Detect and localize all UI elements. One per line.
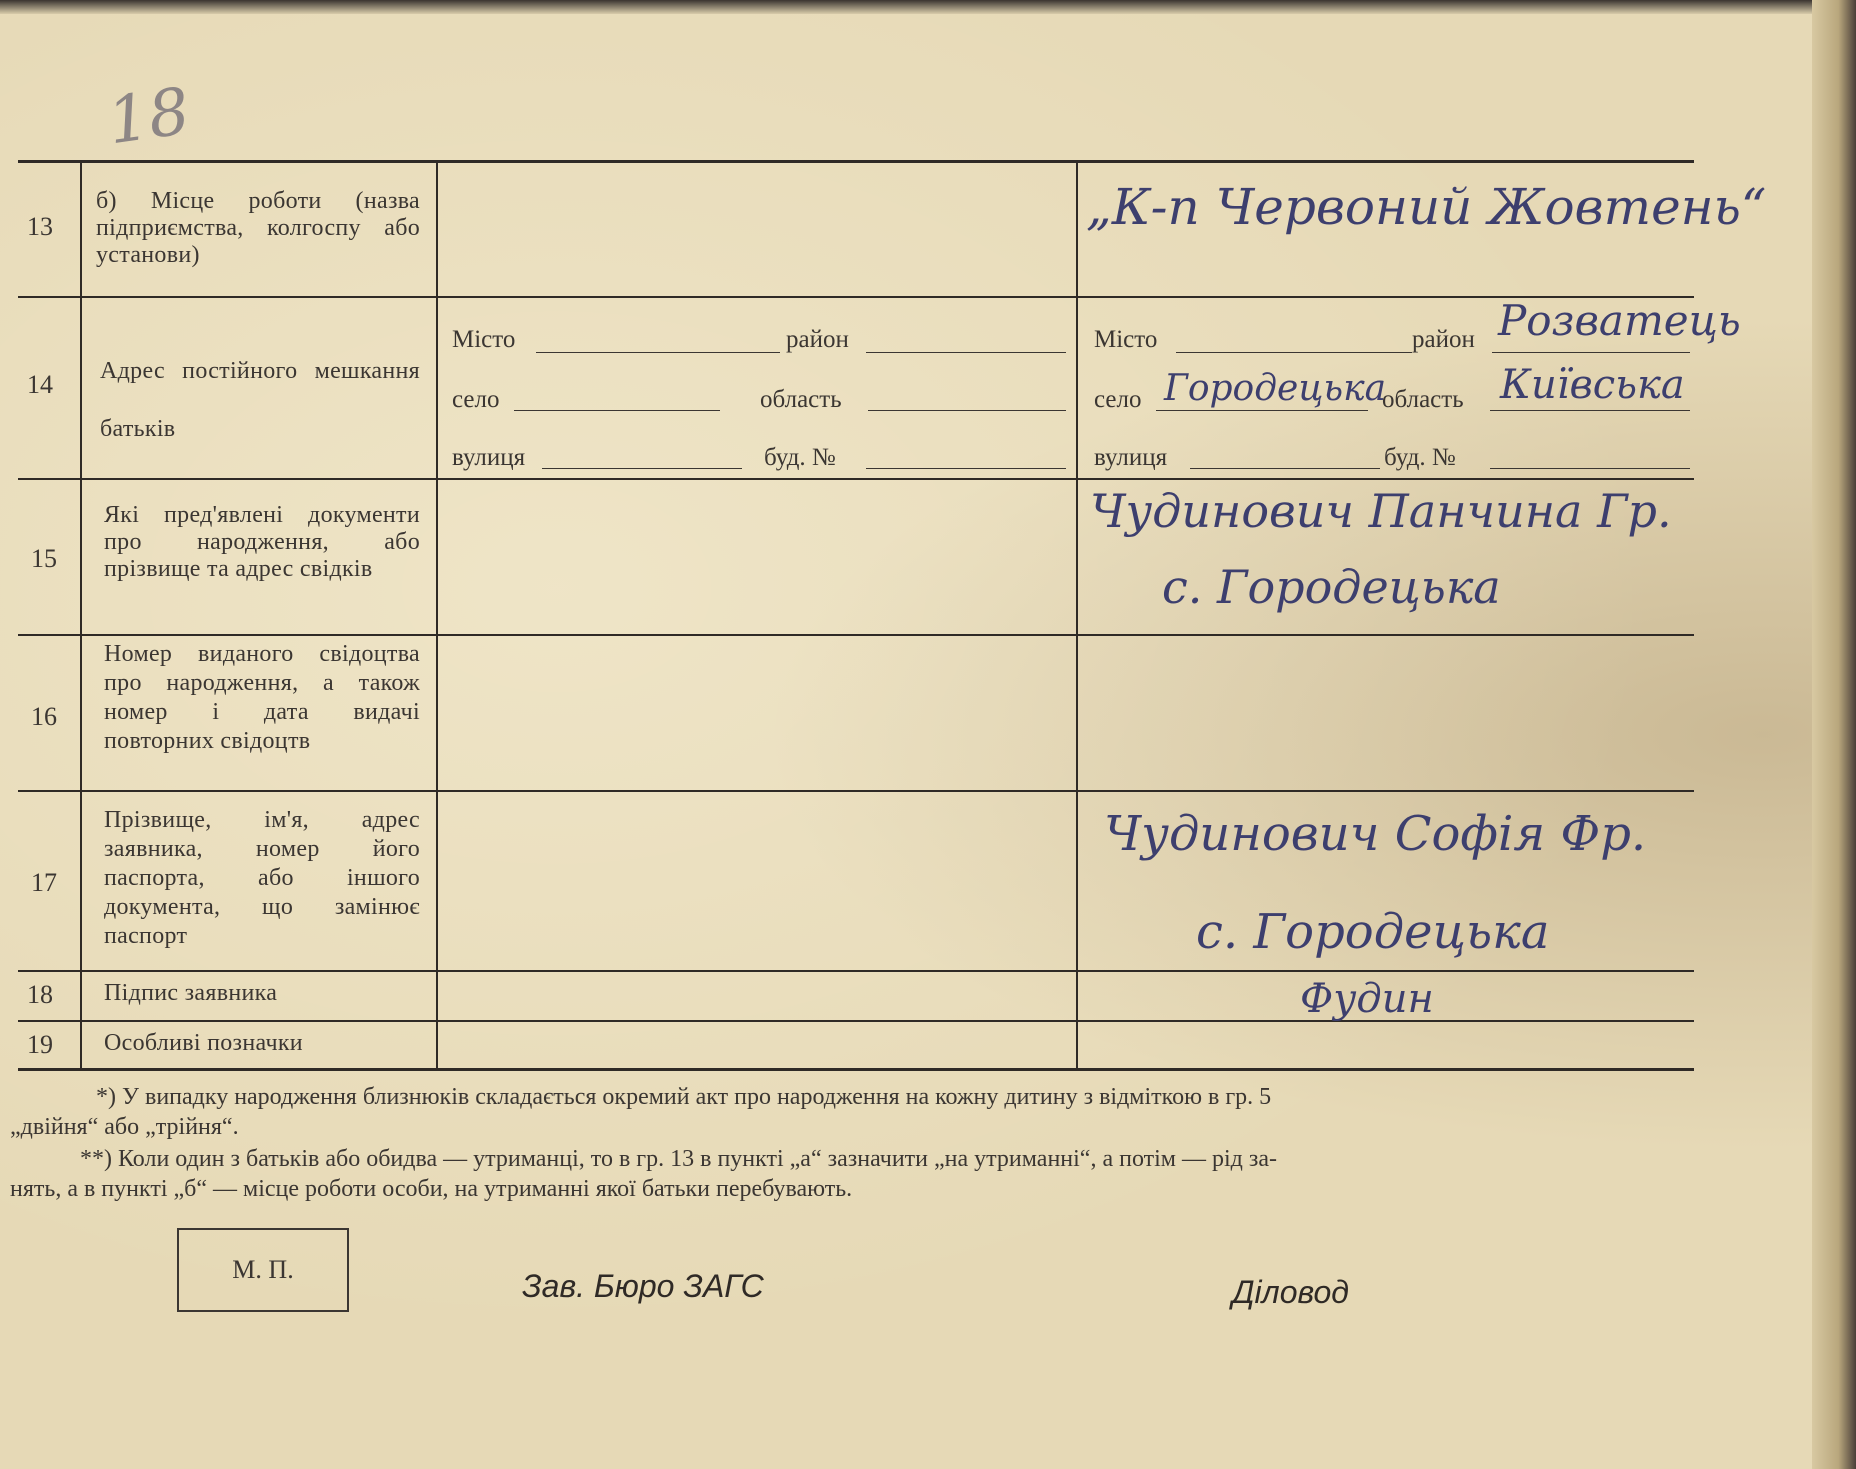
table-bottom-rule bbox=[18, 1068, 1694, 1071]
handwritten-district: Розватець bbox=[1498, 296, 1741, 345]
blank-line bbox=[1492, 352, 1690, 353]
handwritten-entry: „К-п Червоний Жовтень“ bbox=[1086, 178, 1767, 236]
paper-edge-top bbox=[0, 0, 1856, 14]
head-of-registry-signature-label: Зав. Бюро ЗАГС bbox=[522, 1268, 764, 1304]
paper-edge-right bbox=[1812, 0, 1856, 1469]
column-rule bbox=[80, 162, 82, 1068]
row-rule bbox=[18, 1020, 1694, 1022]
row-label: Прізвище, ім'я, адрес заявника, номер його паспорта, або іншого документа, що замінює паспорт bbox=[104, 807, 420, 949]
row-number: 17 bbox=[31, 868, 57, 897]
row-number: 14 bbox=[27, 370, 53, 399]
field-label-street: вулиця bbox=[1094, 444, 1168, 471]
field-label-district: район bbox=[786, 326, 849, 353]
row-label: Підпис заявника bbox=[104, 980, 278, 1006]
handwritten-line: Чудинович Софія Фр. bbox=[1104, 806, 1647, 862]
blank-line bbox=[514, 410, 720, 411]
field-label-region: область bbox=[1382, 386, 1464, 413]
field-label-city: Місто bbox=[1094, 326, 1158, 353]
blank-line bbox=[866, 468, 1066, 469]
row-label: Номер виданого свідоцтва про народження, а також номер і дата видачі повторних свідоцтв bbox=[104, 641, 420, 754]
handwritten-line: с. Городецька bbox=[1196, 904, 1550, 960]
footnote-1: *) У випадку народження близнюків складається окремий акт про народження на кожну дитину з відміткою в гр. 5 bbox=[96, 1084, 1272, 1110]
column-rule bbox=[1076, 162, 1078, 1068]
blank-line bbox=[1156, 410, 1368, 411]
footnote-1-cont: „двійня“ або „трійня“. bbox=[10, 1114, 239, 1140]
handwritten-region: Київська bbox=[1500, 362, 1685, 408]
seal-label: М. П. bbox=[232, 1255, 294, 1284]
row-label: Які пред'явлені документи про народження, або прізвище та адрес свідків bbox=[104, 502, 420, 582]
blank-line bbox=[536, 352, 780, 353]
seal-placeholder bbox=[177, 1228, 349, 1312]
row-number: 16 bbox=[31, 702, 57, 731]
applicant-signature: Фудин bbox=[1300, 976, 1434, 1022]
row-rule bbox=[18, 634, 1694, 636]
blank-line bbox=[542, 468, 742, 469]
footnote-2: **) Коли один з батьків або обидва — утриманці, то в гр. 13 в пункті „а“ зазначити „на утриманні“, а потім — рід за- bbox=[80, 1146, 1277, 1172]
blank-line bbox=[1176, 352, 1412, 353]
row-label: б) Місце роботи (назва підприємства, колгоспу або установи) bbox=[96, 188, 420, 268]
field-label-city: Місто bbox=[452, 326, 516, 353]
row-label: Особливі позначки bbox=[104, 1030, 303, 1056]
row-number: 15 bbox=[31, 544, 57, 573]
field-label-district: район bbox=[1412, 326, 1475, 353]
field-label-village: село bbox=[452, 386, 500, 413]
blank-line bbox=[1490, 468, 1690, 469]
row-rule bbox=[18, 296, 1694, 298]
row-rule bbox=[18, 970, 1694, 972]
corner-number: 18 bbox=[103, 74, 195, 160]
row-number: 18 bbox=[27, 980, 53, 1009]
handwritten-line: Чудинович Панчина Гр. bbox=[1090, 484, 1672, 538]
blank-line bbox=[866, 352, 1066, 353]
field-label-street: вулиця bbox=[452, 444, 526, 471]
column-rule bbox=[436, 162, 438, 1068]
handwritten-village: Городецька bbox=[1164, 368, 1387, 409]
blank-line bbox=[1190, 468, 1380, 469]
row-number: 13 bbox=[27, 212, 53, 241]
field-label-village: село bbox=[1094, 386, 1142, 413]
handwritten-line: с. Городецька bbox=[1162, 560, 1501, 614]
footnote-2-cont: нять, а в пункті „б“ — місце роботи особи, на утриманні якої батьки перебувають. bbox=[10, 1176, 853, 1202]
field-label-building: буд. № bbox=[764, 444, 836, 471]
field-label-region: область bbox=[760, 386, 842, 413]
row-number: 19 bbox=[27, 1030, 53, 1059]
row-label: Адрес постійного мешкання батьків bbox=[100, 358, 420, 442]
clerk-signature-label: Діловод bbox=[1232, 1274, 1349, 1310]
blank-line bbox=[1490, 410, 1690, 411]
row-rule bbox=[18, 790, 1694, 792]
row-rule bbox=[18, 478, 1694, 480]
field-label-building: буд. № bbox=[1384, 444, 1456, 471]
blank-line bbox=[868, 410, 1066, 411]
table-top-rule bbox=[18, 160, 1694, 163]
